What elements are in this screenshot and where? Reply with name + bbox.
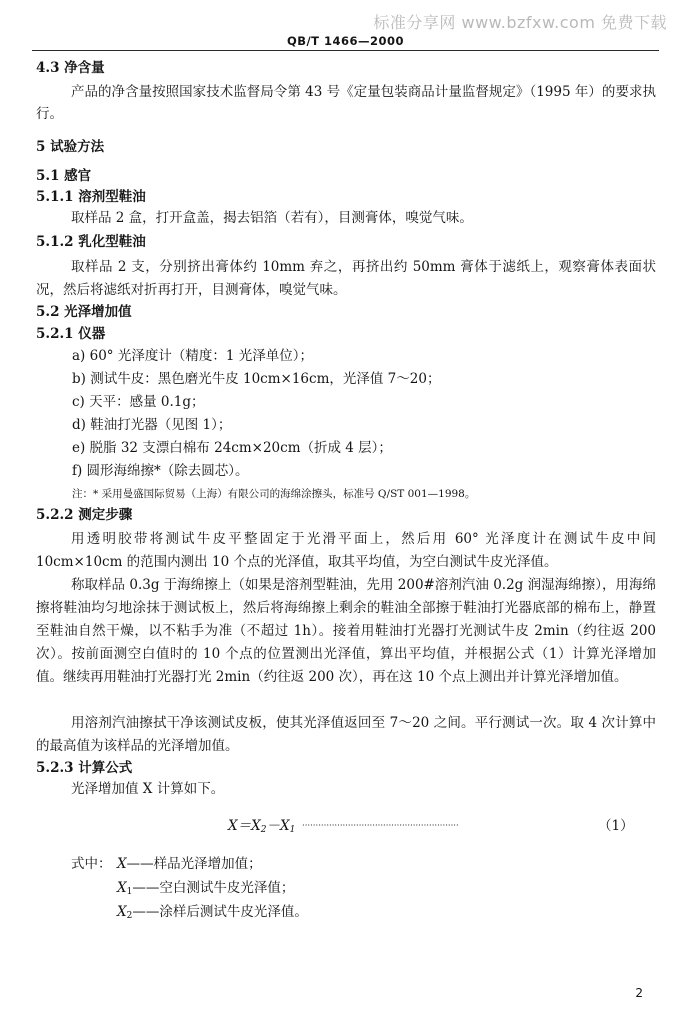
definition-x2-sub: 2 <box>126 911 133 921</box>
definition-x1-sub: 1 <box>126 887 133 897</box>
definition-x-symbol: X <box>117 856 127 872</box>
instrument-item-e: e) 脱脂 32 支漂白棉布 24cm×20cm（折成 4 层）； <box>72 440 392 456</box>
header-rule <box>32 50 659 51</box>
formula-leader-dots: ·························································· <box>302 821 459 831</box>
instrument-item-a: a) 60° 光泽度计（精度：1 光泽单位）； <box>72 348 313 364</box>
definition-x <box>117 856 262 873</box>
definition-x-desc: ——样品光泽增加值； <box>126 856 262 872</box>
definition-x1-desc: ——空白测试牛皮光泽值； <box>132 880 295 896</box>
section-5-2-2-heading: 5.2.2 测定步骤 <box>36 507 133 523</box>
instrument-item-d: d) 鞋油打光器（见图 1）； <box>72 417 232 433</box>
section-5-1-2-text: 取样品 2 支，分别挤出膏体约 10mm 弃之，再挤出约 50mm 膏体于滤纸上，观察膏体表面状况，然后将滤纸对折再打开，目测膏体，嗅觉气味。 <box>36 259 656 298</box>
section-5-2-1-heading: 5.2.1 仪器 <box>36 326 106 342</box>
definition-x2-desc: ——涂样后测试牛皮光泽值。 <box>132 904 308 920</box>
page-header: QB/T 1466—2000 <box>286 34 405 48</box>
formula-lhs: X＝X <box>228 818 261 834</box>
instrument-note: 注：* 采用曼盛国际贸易（上海）有限公司的海绵涂擦头，标准号 Q/ST 001—1998。 <box>72 488 476 500</box>
section-4-3-heading: 4.3 净含量 <box>36 60 105 76</box>
instrument-item-f: f) 圆形海绵擦*（除去圆芯）。 <box>72 463 249 479</box>
formula-number: （1） <box>598 818 634 834</box>
where-label: 式中： <box>71 856 112 872</box>
section-5-1-heading: 5.1 感官 <box>36 168 92 184</box>
formula-sub-2: 2 <box>260 825 267 835</box>
section-5-2-3-heading: 5.2.3 计算公式 <box>36 760 133 776</box>
page-number: 2 <box>635 986 643 1000</box>
section-5-heading: 5 试验方法 <box>36 139 105 155</box>
section-5-1-1-text: 取样品 2 盒，打开盒盖，揭去铝箔（若有），目测膏体，嗅觉气味。 <box>71 210 473 226</box>
formula-intro: 光泽增加值 X 计算如下。 <box>71 781 225 797</box>
formula-minus: －X <box>266 818 290 834</box>
procedure-paragraph-3: 用溶剂汽油擦拭干净该测试皮板，使其光泽值返回至 7～20 之间。平行测试一次。取 4 次计算中的最高值为该样品的光泽增加值。 <box>36 715 656 754</box>
procedure-paragraph-1: 用透明胶带将测试牛皮平整固定于光滑平面上，然后用 60° 光泽度计在测试牛皮中间 10cm×10cm 的范围内测出 10 个点的光泽值，取其平均值，为空白测试牛皮光泽值。 <box>36 531 656 570</box>
definition-x2-symbol: X <box>117 904 127 920</box>
instrument-item-c: c) 天平：感量 0.1g； <box>72 394 205 410</box>
definition-x2 <box>117 904 308 921</box>
definition-x1-symbol: X <box>117 880 127 896</box>
section-5-1-2-heading: 5.1.2 乳化型鞋油 <box>36 234 146 250</box>
definition-x1 <box>117 880 294 897</box>
section-5-1-1-heading: 5.1.1 溶剂型鞋油 <box>36 189 146 205</box>
section-5-2-heading: 5.2 光泽增加值 <box>36 304 132 320</box>
formula-sub-1: 1 <box>289 825 296 835</box>
watermark-text: 标准分享网 www.bzfxw.com 免费下载 <box>373 13 667 32</box>
procedure-paragraph-2: 称取样品 0.3g 于海绵擦上（如果是溶剂型鞋油，先用 200#溶剂汽油 0.2g 润湿海绵擦），用海绵擦将鞋油均匀地涂抹于测试板上，然后将海绵擦上剩余的鞋油全部擦于鞋油打光器底部的棉布上，静置至鞋油自然干燥，以不粘手为准（不超过 1h）。接着用鞋油打光器打光测试牛皮 2min（约往返 200 次）。按前面测空白值时的 10 个点的位置测出光泽值，算出平均值，并根据公式（1）计算光泽增加值。继续再用鞋油打光器打光 2min（约往返 200 次），再在这 10 个点上测出并计算光泽增加值。 <box>36 577 656 685</box>
section-4-3-text: 产品的净含量按照国家技术监督局令第 43 号《定量包装商品计量监督规定》（1995 年）的要求执行。 <box>36 84 656 122</box>
instrument-item-b: b) 测试牛皮：黑色磨光牛皮 10cm×16cm，光泽值 7～20； <box>72 371 441 387</box>
formula-equation <box>228 818 295 835</box>
